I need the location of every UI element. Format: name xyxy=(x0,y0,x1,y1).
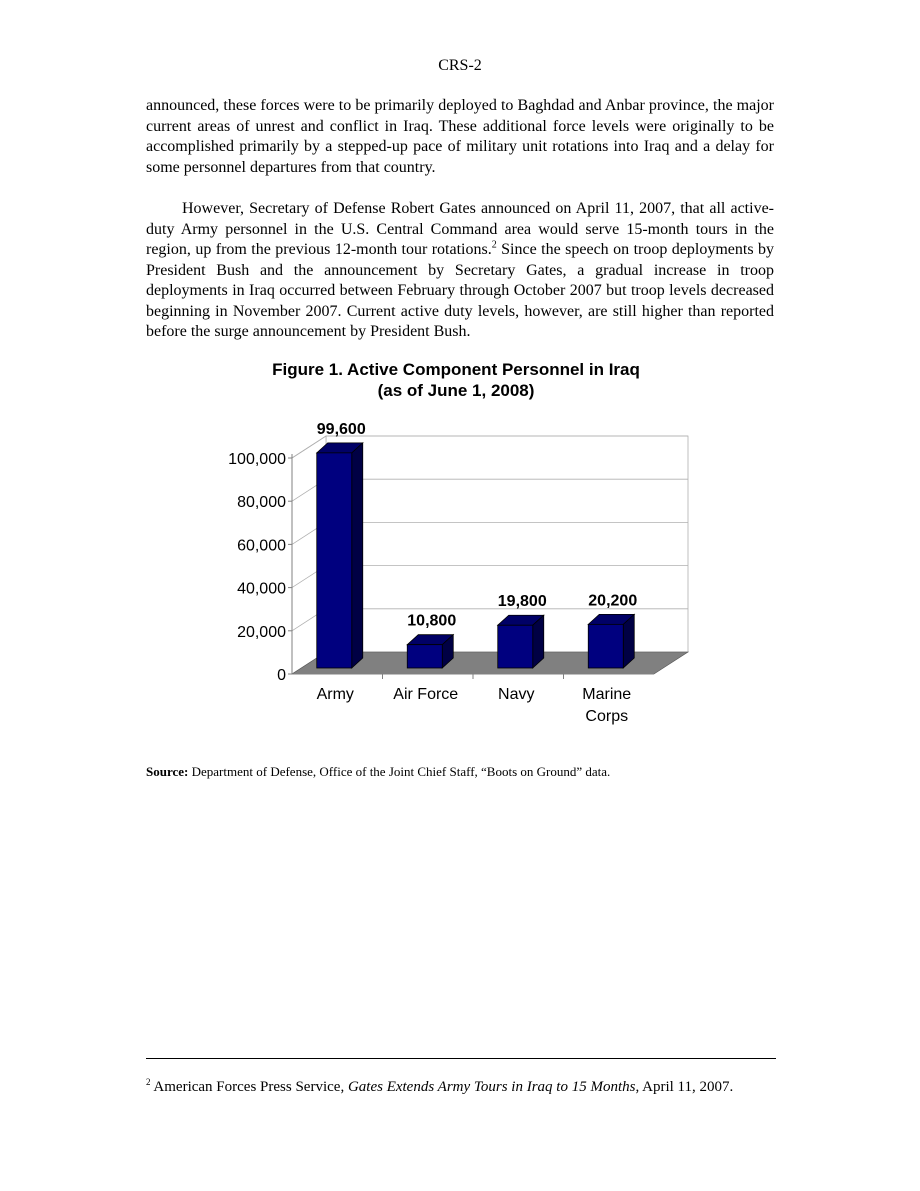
data-label: 10,800 xyxy=(407,612,457,630)
footnote-text-a: American Forces Press Service, xyxy=(150,1079,348,1095)
source-text: Department of Defense, Office of the Joint Chief Staff, “Boots on Ground” data. xyxy=(188,764,611,779)
bar-side xyxy=(623,614,634,668)
x-tick-label: Corps xyxy=(585,708,629,725)
y-tick-label: 20,000 xyxy=(237,623,286,641)
bar xyxy=(317,453,352,668)
footnote xyxy=(146,1077,774,1097)
bar xyxy=(498,625,533,668)
y-tick-label: 60,000 xyxy=(237,537,286,555)
x-tick-label: Air Force xyxy=(393,686,459,703)
data-label: 99,600 xyxy=(316,420,366,438)
y-tick-label: 100,000 xyxy=(228,451,286,468)
x-tick-label: Navy xyxy=(498,686,535,703)
figure-title-line-2: (as of June 1, 2008) xyxy=(377,381,535,400)
y-tick-label: 80,000 xyxy=(237,494,286,512)
bar xyxy=(588,624,623,668)
footnote-cited-title: Gates Extends Army Tours in Iraq to 15 Months xyxy=(347,1079,636,1095)
x-tick-label: Marine xyxy=(582,686,632,703)
figure-source xyxy=(146,764,774,780)
source-label: Source: xyxy=(146,764,189,779)
y-tick-label: 40,000 xyxy=(237,580,286,598)
y-tick-label: 0 xyxy=(277,667,286,684)
footnote-divider xyxy=(146,1058,776,1059)
body-paragraph-2 xyxy=(146,199,774,343)
figure-title-line-1: Figure 1. Active Component Personnel in Iraq xyxy=(272,360,640,379)
bar xyxy=(407,645,442,668)
body-paragraph-1: announced, these forces were to be primarily deployed to Baghdad and Anbar province, the major current areas of unrest and conflict in Iraq. These additional force levels were originally to be accomplished primarily by a stepped-up pace of military unit rotations into Iraq and a delay for some personnel departures from that country. xyxy=(146,97,774,176)
bar-side xyxy=(352,443,363,668)
paragraph-2-text-a: However, Secretary of Defense Robert Gates announced on April 11, 2007, that all active-duty Army personnel in the U.S. Central Command area would serve 15-month tours in the region, up from the previous 12-month tour rotations. xyxy=(146,200,774,258)
footnote-number: 2 xyxy=(146,1077,151,1087)
x-tick-label: Army xyxy=(316,686,354,703)
footnote-reference[interactable]: 2 xyxy=(491,239,497,251)
paragraph-2-text-b: Since the speech on troop deployments by President Bush and the announcement by Secretary Gates, a gradual increase in troop deployments in Iraq occurred between February through October 2007 but troop levels decreased beginning in November 2007. Current active duty levels, however, are still higher than reported before the surge announcement by President Bush. xyxy=(146,241,774,340)
footnote-text-b: , April 11, 2007. xyxy=(635,1079,734,1095)
data-label: 20,200 xyxy=(588,592,638,610)
figure-title xyxy=(146,359,766,401)
data-label: 19,800 xyxy=(497,593,547,611)
bar-chart xyxy=(200,408,700,738)
page-header: CRS-2 xyxy=(438,57,482,74)
